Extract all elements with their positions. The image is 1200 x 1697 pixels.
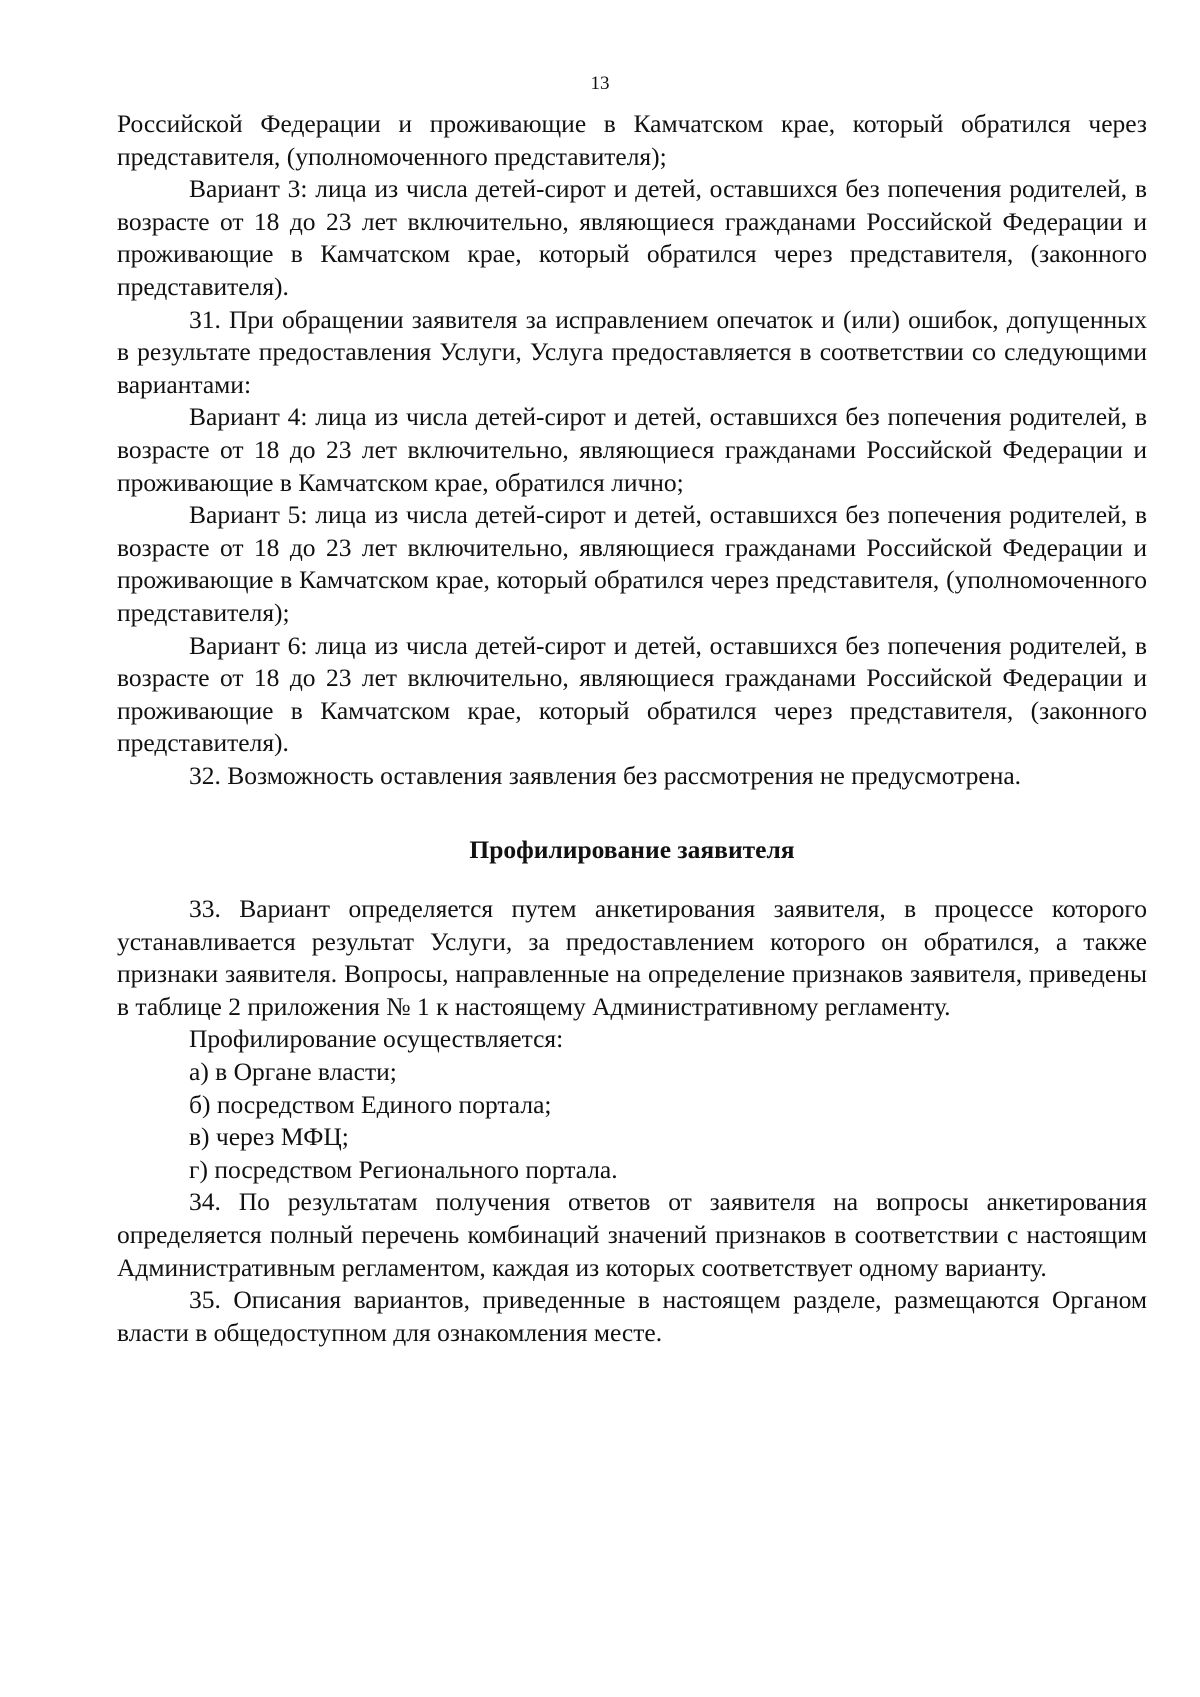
paragraph-clause-33: 33. Вариант определяется путем анкетирования заявителя, в процессе которого устанавливается результат Услуги, за предоставлением которого он обратился, а также признаки заявителя. Вопросы, направленные на определение признаков заявителя, приведены в таблице 2 приложения № 1 к настоящему Административному регламенту. [117,894,1147,1021]
paragraph-variant-3: Вариант 3: лица из числа детей-сирот и детей, оставшихся без попечения родителей, в возрасте от 18 до 23 лет включительно, являющиеся гражданами Российской Федерации и проживающие в Камчатском крае, который обратился через представителя, (законного представителя). [117,174,1147,301]
paragraph-variant-5: Вариант 5: лица из числа детей-сирот и детей, оставшихся без попечения родителей, в возрасте от 18 до 23 лет включительно, являющиеся гражданами Российской Федерации и проживающие в Камчатском крае, который обратился через представителя, (уполномоченного представителя); [117,500,1147,627]
paragraph-clause-34: 34. По результатам получения ответов от заявителя на вопросы анкетирования определяется полный перечень комбинаций значений признаков в соответствии с настоящим Административным регламентом, каждая из которых соответствует одному варианту. [117,1187,1147,1282]
section-heading: Профилирование заявителя [469,835,795,865]
paragraph-clause-32: 32. Возможность оставления заявления без рассмотрения не предусмотрена. [189,760,1022,790]
list-item-v: в) через МФЦ; [189,1122,349,1152]
paragraph-profiling-intro: Профилирование осуществляется: [189,1024,564,1054]
document-body [117,108,1147,1349]
paragraph-clause-31: 31. При обращении заявителя за исправлением опечаток и (или) ошибок, допущенных в результате предоставления Услуги, Услуга предоставляется в соответствии со следующими вариантами: [117,304,1147,399]
page-number: 13 [590,73,610,94]
list-item-a: а) в Органе власти; [189,1057,397,1087]
list-item-g: г) посредством Регионального портала. [189,1154,618,1184]
paragraph-continuation: Российской Федерации и проживающие в Камчатском крае, который обратился через представителя, (уполномоченного представителя); [117,109,1147,171]
paragraph-clause-35: 35. Описания вариантов, приведенные в настоящем разделе, размещаются Органом власти в общедоступном для ознакомления месте. [117,1285,1147,1347]
paragraph-variant-6: Вариант 6: лица из числа детей-сирот и детей, оставшихся без попечения родителей, в возрасте от 18 до 23 лет включительно, являющиеся гражданами Российской Федерации и проживающие в Камчатском крае, который обратился через представителя, (законного представителя). [117,630,1147,758]
paragraph-variant-4: Вариант 4: лица из числа детей-сирот и детей, оставшихся без попечения родителей, в возрасте от 18 до 23 лет включительно, являющиеся гражданами Российской Федерации и проживающие в Камчатском крае, обратился лично; [117,402,1147,497]
list-item-b: б) посредством Единого портала; [189,1089,552,1119]
